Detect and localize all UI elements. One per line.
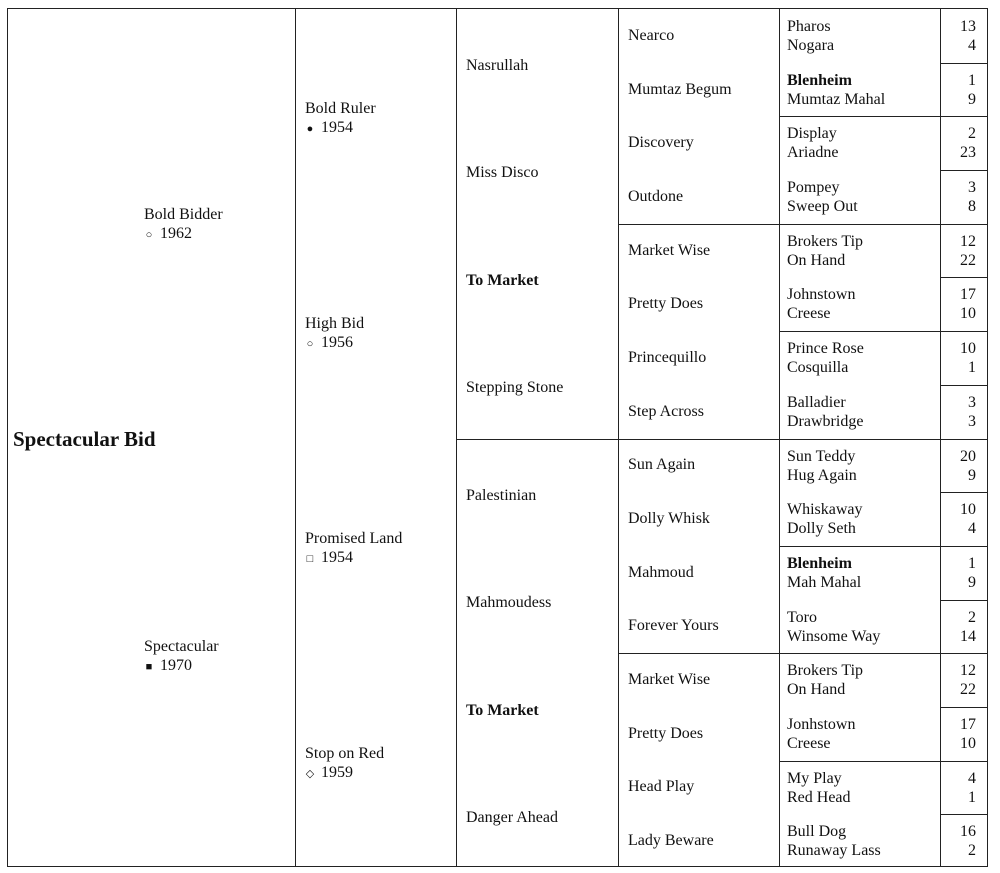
gen5-ancestor-name: Pompey [787, 179, 840, 196]
family-number: 10 [960, 305, 976, 322]
family-number: 2 [968, 842, 976, 859]
gen4-ancestor-name: Discovery [628, 134, 694, 151]
grandparent-year-line [305, 548, 353, 569]
gen4-ancestor-name: Mumtaz Begum [628, 81, 732, 98]
gen4-ancestor-name: Outdone [628, 188, 684, 205]
row-divider [940, 170, 987, 171]
sire-name: Bold Bidder [144, 206, 223, 223]
gen5-ancestor-name: Johnstown [787, 286, 856, 303]
column-divider [456, 9, 457, 866]
gen5-ancestor-name: Cosquilla [787, 359, 849, 376]
family-number: 4 [968, 37, 976, 54]
row-divider [940, 707, 987, 708]
gen5-ancestor-name: Mah Mahal [787, 574, 862, 591]
row-divider [940, 224, 987, 225]
pedigree-chart [7, 8, 988, 867]
great-grandparent-name: Palestinian [466, 487, 537, 504]
row-divider [940, 761, 987, 762]
grandparent-year: 1959 [321, 764, 353, 781]
gen5-ancestor-name: Creese [787, 735, 831, 752]
gen5-ancestor-name: Sweep Out [787, 198, 858, 215]
family-number: 2 [968, 609, 976, 626]
gen5-ancestor-name: Drawbridge [787, 413, 864, 430]
gen5-ancestor-name: Balladier [787, 394, 846, 411]
row-divider [940, 63, 987, 64]
grandparent-year-line [305, 333, 353, 354]
row-divider [940, 492, 987, 493]
gen5-ancestor-name: Toro [787, 609, 817, 626]
family-number: 8 [968, 198, 976, 215]
dam-year: 1970 [160, 657, 192, 674]
family-number: 1 [968, 359, 976, 376]
family-number: 23 [960, 144, 976, 161]
row-divider [940, 653, 987, 654]
row-divider [940, 277, 987, 278]
family-number: 12 [960, 662, 976, 679]
column-divider [779, 9, 780, 866]
grandparent-mark-icon: ● [306, 123, 314, 135]
great-grandparent-name: To Market [466, 272, 539, 289]
family-number: 1 [968, 72, 976, 89]
grandparent-year: 1954 [321, 119, 353, 136]
row-divider [940, 814, 987, 815]
dam-year-line [144, 656, 192, 677]
gen4-ancestor-name: Forever Yours [628, 617, 719, 634]
gen5-ancestor-name: Whiskaway [787, 501, 863, 518]
family-number: 10 [960, 340, 976, 357]
gen4-ancestor-name: Lady Beware [628, 832, 714, 849]
subject-name: Spectacular Bid [13, 427, 156, 451]
gen5-ancestor-name: Winsome Way [787, 628, 881, 645]
gen5-ancestor-name: Dolly Seth [787, 520, 856, 537]
family-number: 20 [960, 448, 976, 465]
gen5-ancestor-name: Brokers Tip [787, 662, 864, 679]
grandparent-name: Promised Land [305, 530, 403, 547]
gen5-ancestor-name: Blenheim [787, 72, 852, 89]
row-divider [940, 546, 987, 547]
family-number: 10 [960, 501, 976, 518]
family-number: 4 [968, 520, 976, 537]
gen4-ancestor-name: Mahmoud [628, 564, 694, 581]
family-number: 12 [960, 233, 976, 250]
family-number: 10 [960, 735, 976, 752]
grandparent-name: Bold Ruler [305, 100, 376, 117]
family-number: 9 [968, 574, 976, 591]
gen5-ancestor-name: Ariadne [787, 144, 839, 161]
family-number: 16 [960, 823, 976, 840]
row-divider [940, 600, 987, 601]
family-number: 9 [968, 91, 976, 108]
family-number: 22 [960, 681, 976, 698]
gen5-ancestor-name: Prince Rose [787, 340, 864, 357]
gen5-ancestor-name: On Hand [787, 252, 846, 269]
gen4-ancestor-name: Head Play [628, 778, 695, 795]
grandparent-mark-icon: ○ [306, 338, 314, 350]
gen4-ancestor-name: Market Wise [628, 242, 711, 259]
great-grandparent-name: Stepping Stone [466, 379, 564, 396]
gen4-ancestor-name: Pretty Does [628, 725, 704, 742]
gen5-ancestor-name: Display [787, 125, 837, 142]
gen5-ancestor-name: Creese [787, 305, 831, 322]
grandparent-mark-icon: ◇ [305, 768, 315, 780]
family-number: 3 [968, 179, 976, 196]
grandparent-year-line [305, 763, 353, 784]
row-divider [940, 385, 987, 386]
gen5-ancestor-name: Runaway Lass [787, 842, 881, 859]
gen4-ancestor-name: Nearco [628, 27, 675, 44]
gen5-ancestor-name: Brokers Tip [787, 233, 864, 250]
grandparent-mark-icon: □ [306, 553, 314, 565]
family-number: 9 [968, 467, 976, 484]
family-number: 17 [960, 286, 976, 303]
grandparent-name: Stop on Red [305, 745, 385, 762]
row-divider [940, 116, 987, 117]
gen5-ancestor-name: Nogara [787, 37, 835, 54]
family-number: 14 [960, 628, 976, 645]
grandparent-name: High Bid [305, 315, 365, 332]
row-divider [940, 439, 987, 440]
gen5-ancestor-name: Bull Dog [787, 823, 847, 840]
gen5-ancestor-name: Mumtaz Mahal [787, 91, 886, 108]
family-number: 17 [960, 716, 976, 733]
gen4-ancestor-name: Sun Again [628, 456, 696, 473]
gen5-ancestor-name: On Hand [787, 681, 846, 698]
gen4-ancestor-name: Step Across [628, 403, 704, 420]
column-divider [618, 9, 619, 866]
gen5-ancestor-name: Red Head [787, 789, 851, 806]
great-grandparent-name: Danger Ahead [466, 809, 558, 826]
gen4-ancestor-name: Princequillo [628, 349, 707, 366]
column-divider [295, 9, 296, 866]
grandparent-year: 1954 [321, 549, 353, 566]
family-number: 1 [968, 789, 976, 806]
sire-year: 1962 [160, 225, 192, 242]
family-number: 2 [968, 125, 976, 142]
row-divider [940, 331, 987, 332]
family-number: 1 [968, 555, 976, 572]
gen5-ancestor-name: Jonhstown [787, 716, 856, 733]
gen5-ancestor-name: Sun Teddy [787, 448, 856, 465]
grandparent-year: 1956 [321, 334, 353, 351]
gen5-ancestor-name: My Play [787, 770, 842, 787]
dam-name: Spectacular [144, 638, 219, 655]
family-number: 4 [968, 770, 976, 787]
gen4-ancestor-name: Pretty Does [628, 295, 704, 312]
great-grandparent-name: Nasrullah [466, 57, 529, 74]
family-number: 22 [960, 252, 976, 269]
gen4-ancestor-name: Dolly Whisk [628, 510, 710, 527]
family-number: 3 [968, 413, 976, 430]
dam-mark-icon: ■ [145, 661, 153, 673]
gen5-ancestor-name: Pharos [787, 18, 831, 35]
great-grandparent-name: Miss Disco [466, 164, 539, 181]
gen5-ancestor-name: Hug Again [787, 467, 857, 484]
great-grandparent-name: Mahmoudess [466, 594, 552, 611]
grandparent-year-line [305, 118, 353, 139]
sire-mark-icon: ○ [145, 229, 153, 241]
sire-year-line [144, 224, 192, 245]
great-grandparent-name: To Market [466, 702, 539, 719]
gen4-ancestor-name: Market Wise [628, 671, 711, 688]
family-number: 13 [960, 18, 976, 35]
gen5-ancestor-name: Blenheim [787, 555, 852, 572]
family-number: 3 [968, 394, 976, 411]
